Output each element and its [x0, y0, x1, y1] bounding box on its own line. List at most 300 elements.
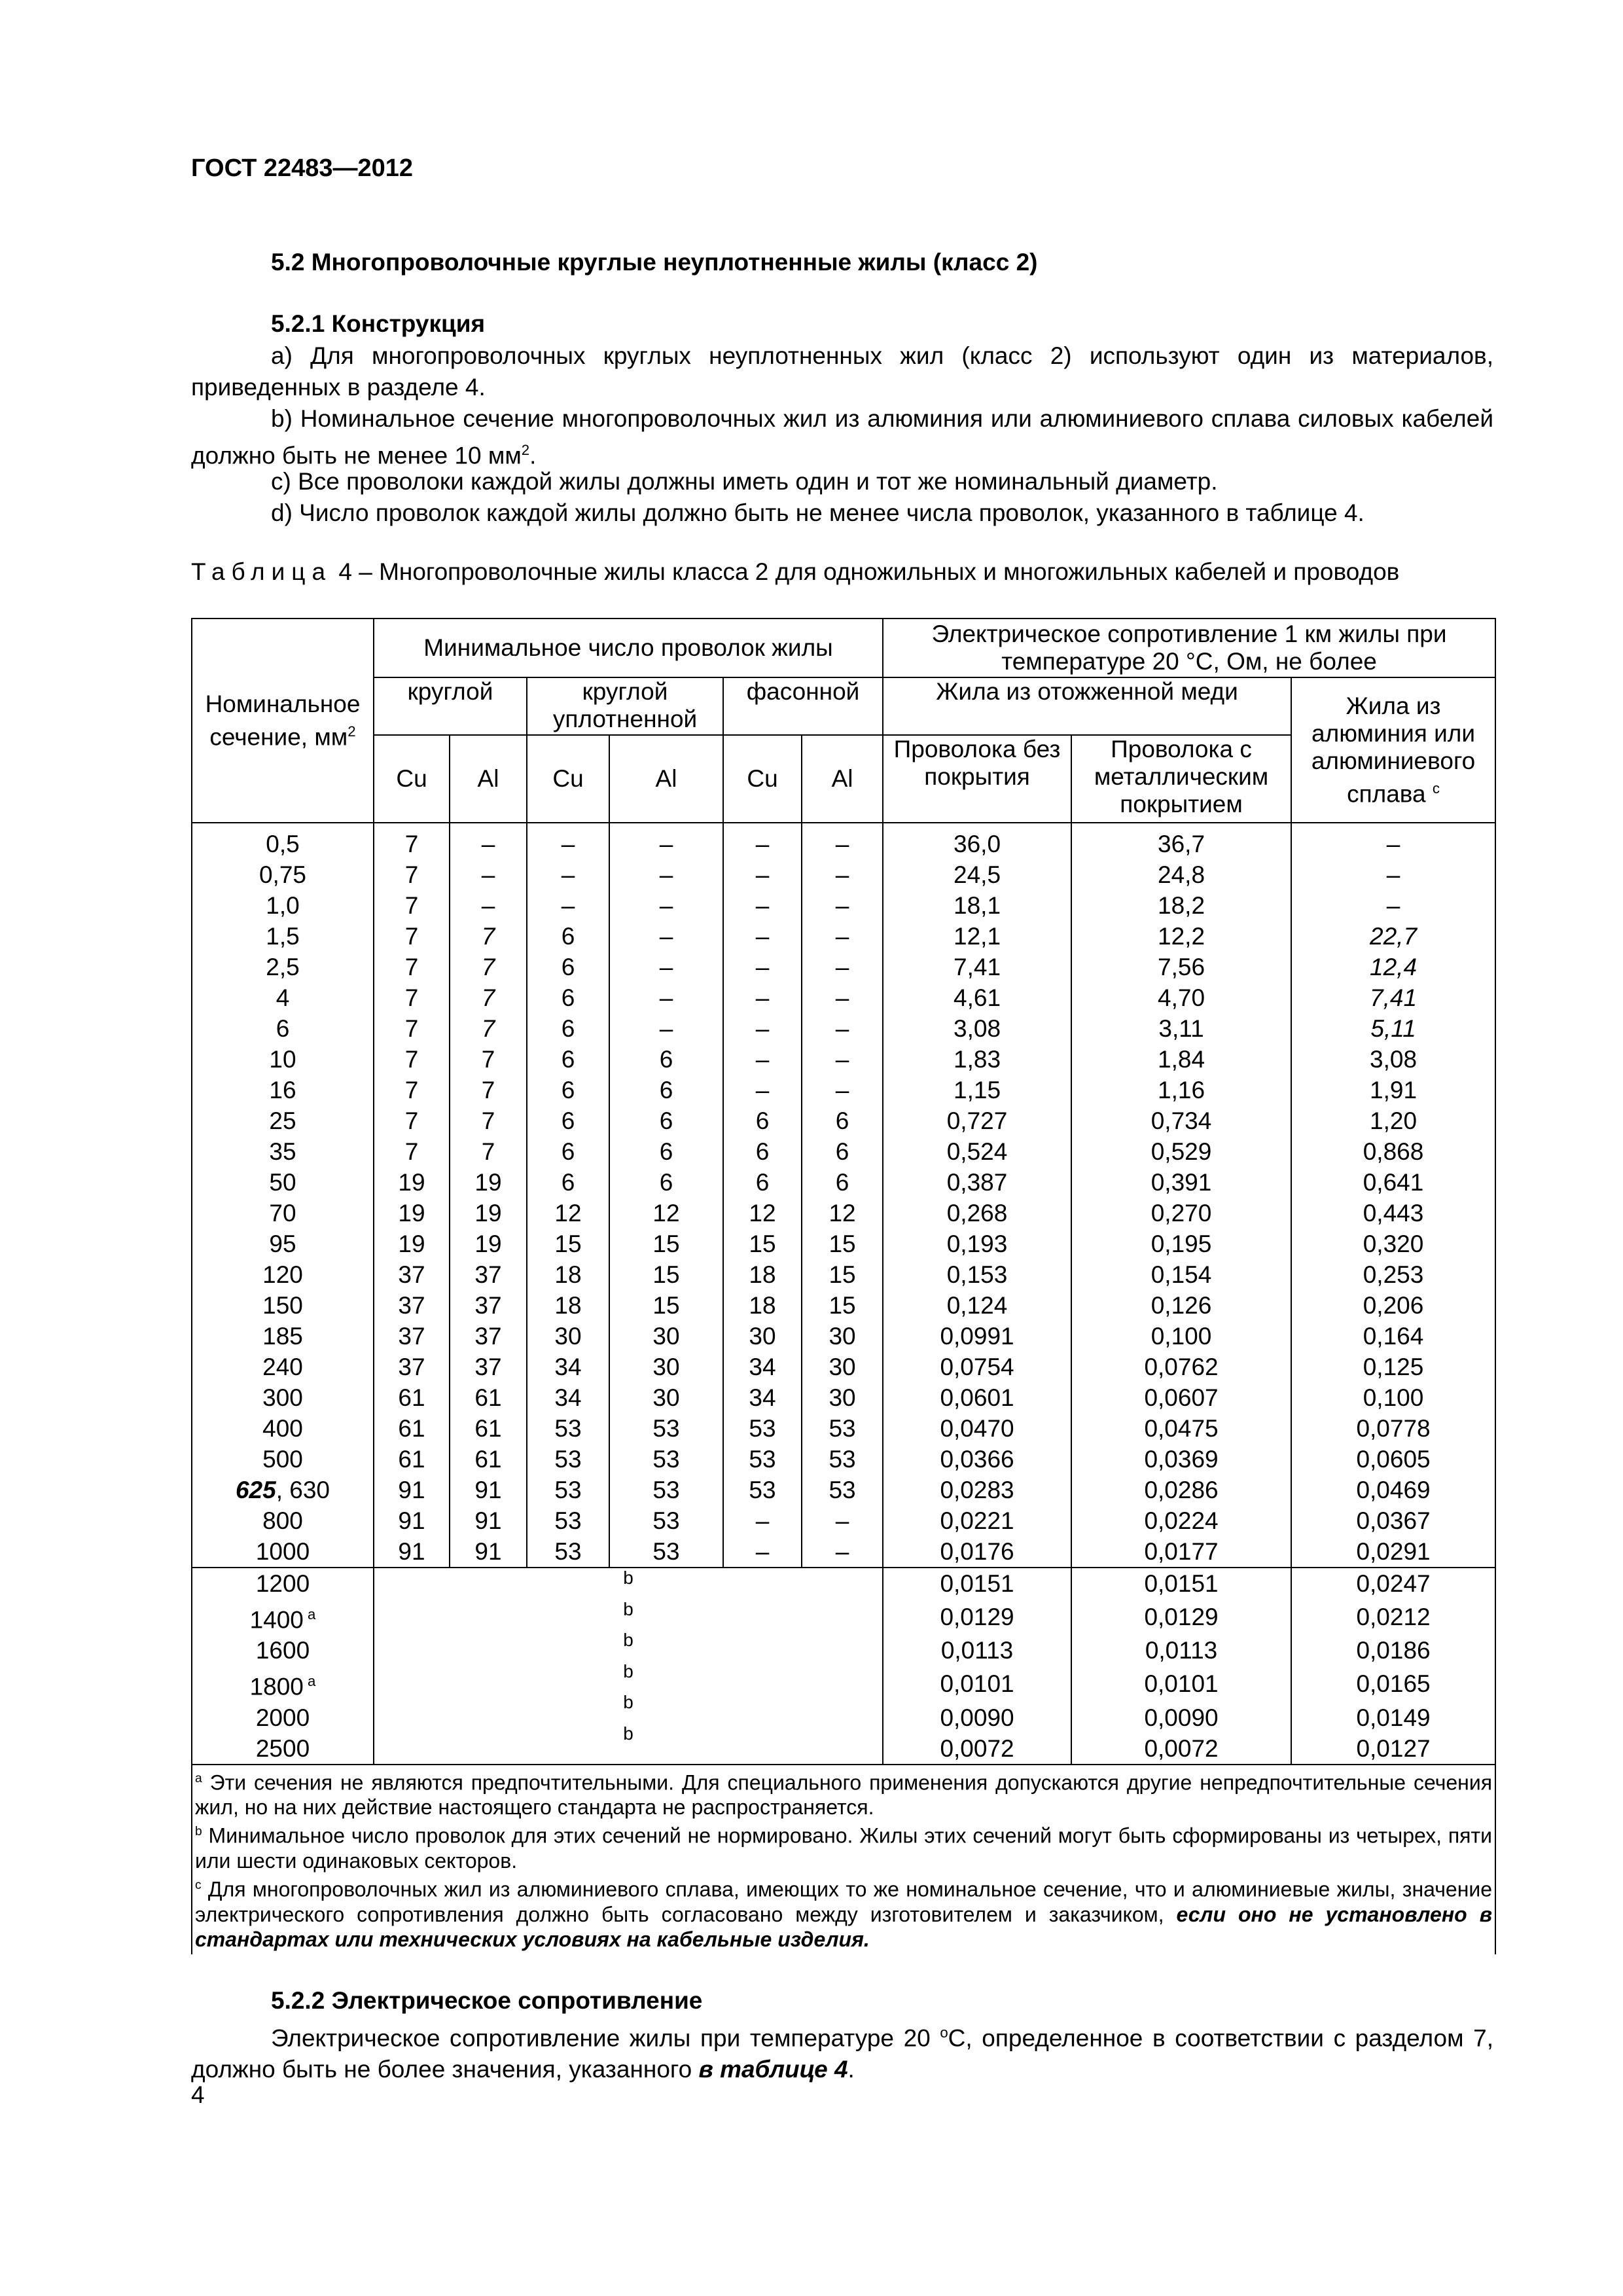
table-row: [192, 890, 1495, 921]
table-cell: 0,75: [192, 859, 374, 890]
table-cell: 37: [450, 1321, 527, 1352]
table-cell: 61: [450, 1444, 527, 1475]
table-body: [192, 823, 1495, 1568]
table-cell: 7,41: [883, 952, 1071, 982]
table-cell: 0,206: [1291, 1290, 1495, 1321]
table-cell: 0,0369: [1071, 1444, 1291, 1475]
table-cell: 61: [374, 1444, 450, 1475]
table-cell: 34: [723, 1352, 802, 1382]
table-cell: 30: [802, 1321, 883, 1352]
table-row: [192, 1475, 1495, 1505]
table-cell: 1000: [192, 1536, 374, 1568]
table-cell: 0,0283: [883, 1475, 1071, 1505]
table-cell: 0,641: [1291, 1167, 1495, 1198]
table-cell: 7: [450, 1136, 527, 1167]
table-cell: 0,0177: [1071, 1536, 1291, 1568]
table-cell: 0,0113: [1071, 1635, 1291, 1666]
table-cell: –: [802, 952, 883, 982]
table-cell: 12: [802, 1198, 883, 1229]
note-b: $^b$ Минимальное число проволок для этих сечений не нормировано. Жилы этих сечений могут быть сформированы из четырех, пяти или шести одинаковых секторов.: [195, 1823, 1493, 1873]
table-cell: –: [802, 890, 883, 921]
table-cell: 1,91: [1291, 1075, 1495, 1105]
table-cell: 15: [609, 1290, 723, 1321]
table-cell: 0,0090: [883, 1702, 1071, 1733]
table-cell: 4,61: [883, 982, 1071, 1013]
table-caption: [191, 558, 1493, 586]
table-cell: 0,153: [883, 1259, 1071, 1290]
table-cell: 53: [527, 1536, 609, 1568]
table-cell: 18: [723, 1290, 802, 1321]
table-cell: 53: [527, 1505, 609, 1536]
footnote-b-mark: b: [623, 1723, 633, 1744]
table-cell: –: [450, 859, 527, 890]
table-cell: 16: [192, 1075, 374, 1105]
table-cell: –: [450, 823, 527, 859]
table-cell: 300: [192, 1382, 374, 1413]
table-cell: 53: [609, 1413, 723, 1444]
note-c: $^c$ Для многопроволочных жил из алюминиевого сплава, имеющих то же номинальное сечение, что и алюминиевые жилы, значение электрического сопротивления должно быть согласовано между изготовителем и заказчиком, если оно не установлено в стандартах или технических условиях на кабельные изделия.: [195, 1877, 1493, 1951]
table-cell: 4: [192, 982, 374, 1013]
wires-table: [191, 618, 1496, 1954]
header-coated: Проволока с металлическим покрытием: [1071, 735, 1291, 823]
table-row: [192, 952, 1495, 982]
table-cell: 7: [450, 1044, 527, 1075]
table-row: [192, 982, 1495, 1013]
table-cell: 37: [374, 1352, 450, 1382]
table-cell: 15: [723, 1229, 802, 1259]
table-cell: 1200: [192, 1568, 374, 1599]
table-cell: 0,0469: [1291, 1475, 1495, 1505]
table-cell: –: [723, 921, 802, 952]
table-cell: 0,0129: [883, 1599, 1071, 1635]
table-cell: 53: [723, 1413, 802, 1444]
subsection-title: 5.2.1 Конструкция: [271, 310, 486, 337]
header-al-2: Al: [609, 735, 723, 823]
table-cell: 0,734: [1071, 1105, 1291, 1136]
table-cell: –: [723, 1536, 802, 1568]
table-cell: 3,08: [1291, 1044, 1495, 1075]
table-row: [192, 1290, 1495, 1321]
table-cell: 0,320: [1291, 1229, 1495, 1259]
table-cell: 0,0101: [1071, 1666, 1291, 1702]
table-cell: –: [802, 1013, 883, 1044]
table-cell: 19: [374, 1198, 450, 1229]
table-cell: –: [723, 982, 802, 1013]
table-cell: 0,0778: [1291, 1413, 1495, 1444]
note-a: $^a$ Эти сечения не являются предпочтительными. Для специального применения допускаются другие непредпочтительные сечения жил, но на них действие настоящего стандарта не распространяется.: [195, 1770, 1493, 1820]
table-cell: 18: [527, 1259, 609, 1290]
header-al-3: Al: [802, 735, 883, 823]
table-cell: 0,0366: [883, 1444, 1071, 1475]
table-cell: 1800 $^a$: [192, 1666, 374, 1702]
table-cell: 36,0: [883, 823, 1071, 859]
caption-word: Таблица: [191, 558, 332, 585]
table-cell: 7,56: [1071, 952, 1291, 982]
header-round-compacted: круглой уплотненной: [527, 677, 723, 735]
table-cell: 240: [192, 1352, 374, 1382]
table-cell: 0,100: [1291, 1382, 1495, 1413]
table-cell: 0,391: [1071, 1167, 1291, 1198]
table-cell: 7: [374, 1105, 450, 1136]
table-cell: 0,195: [1071, 1229, 1291, 1259]
table-body-large: [192, 1568, 1495, 1765]
subsection-2-title: 5.2.2 Электрическое сопротивление: [271, 1987, 703, 2014]
table-cell: 150: [192, 1290, 374, 1321]
table-cell: 0,529: [1071, 1136, 1291, 1167]
table-cell: –: [609, 1013, 723, 1044]
caption-text: 4 – Многопроволочные жилы класса 2 для одножильных и многожильных кабелей и проводов: [332, 558, 1400, 585]
table-cell: 18: [527, 1290, 609, 1321]
table-cell: 1,0: [192, 890, 374, 921]
table-cell: –: [802, 1044, 883, 1075]
table-cell: 53: [723, 1475, 802, 1505]
table-cell: –: [527, 890, 609, 921]
table-cell: 0,0186: [1291, 1635, 1495, 1666]
table-cell: –: [723, 952, 802, 982]
header-nominal: Номинальное сечение, $мм^2$: [192, 619, 374, 823]
table-cell: 35: [192, 1136, 374, 1167]
table-cell: –: [527, 859, 609, 890]
table-cell: 30: [609, 1321, 723, 1352]
footnote-b-mark: b: [623, 1598, 633, 1619]
table-cell: 0,253: [1291, 1259, 1495, 1290]
table-cell: 30: [609, 1352, 723, 1382]
table-cell: 15: [802, 1229, 883, 1259]
paragraph-b: [191, 403, 1493, 471]
table-cell: 7: [374, 1136, 450, 1167]
table-cell: 12,4: [1291, 952, 1495, 982]
table-cell: 1,84: [1071, 1044, 1291, 1075]
table-cell: 19: [450, 1229, 527, 1259]
table-row: [192, 1352, 1495, 1382]
header-min-wires: Минимальное число проволок жилы: [374, 619, 883, 677]
table-cell: 37: [450, 1352, 527, 1382]
table-cell: 0,0762: [1071, 1352, 1291, 1382]
table-cell: 0,0072: [1071, 1733, 1291, 1765]
table-cell: –: [609, 823, 723, 859]
table-cell: –: [1291, 823, 1495, 859]
table-cell: 6: [609, 1167, 723, 1198]
header-shaped: фасонной: [723, 677, 883, 735]
table-cell: 0,126: [1071, 1290, 1291, 1321]
table-cell: 37: [374, 1321, 450, 1352]
table-cell: –: [802, 921, 883, 952]
table-cell: –: [723, 1013, 802, 1044]
table-cell: –: [1291, 859, 1495, 890]
table-cell: 15: [527, 1229, 609, 1259]
table-cell: 91: [450, 1475, 527, 1505]
table-cell: 0,0470: [883, 1413, 1071, 1444]
table-cell: 91: [450, 1505, 527, 1536]
table-cell: 7: [450, 1075, 527, 1105]
table-cell: –: [609, 859, 723, 890]
table-cell: 0,443: [1291, 1198, 1495, 1229]
table-cell: 37: [450, 1259, 527, 1290]
table-cell: 0,0176: [883, 1536, 1071, 1568]
header-aluminium: Жила из алюминия или алюминиевого сплава $^c$: [1291, 677, 1495, 823]
table-cell: 0,0286: [1071, 1475, 1291, 1505]
table-cell: 34: [527, 1382, 609, 1413]
table-cell: 0,524: [883, 1136, 1071, 1167]
table-cell: 37: [374, 1290, 450, 1321]
table-cell: 0,0607: [1071, 1382, 1291, 1413]
table-cell: 6: [192, 1013, 374, 1044]
table-cell: –: [527, 823, 609, 859]
table-row: [192, 1259, 1495, 1290]
table-cell: 2,5: [192, 952, 374, 982]
paragraph-b-end: .: [529, 442, 537, 469]
table-cell: 800: [192, 1505, 374, 1536]
table-cell: 7,41: [1291, 982, 1495, 1013]
table-cell: 12,1: [883, 921, 1071, 952]
table-cell: –: [802, 1536, 883, 1568]
table-cell: 0,100: [1071, 1321, 1291, 1352]
table-cell: 19: [374, 1229, 450, 1259]
table-cell: 0,0127: [1291, 1733, 1495, 1765]
table-cell: 6: [723, 1167, 802, 1198]
table-cell: –: [802, 1075, 883, 1105]
header-cu-1: Cu: [374, 735, 450, 823]
table-cell: 7: [374, 952, 450, 982]
table-cell: 6: [609, 1136, 723, 1167]
table-cell: 18: [723, 1259, 802, 1290]
table-cell: 6: [527, 1105, 609, 1136]
table-cell: 50: [192, 1167, 374, 1198]
table-cell: –: [802, 859, 883, 890]
table-row: [192, 1167, 1495, 1198]
table-row: [192, 859, 1495, 890]
table-cell: 6: [802, 1105, 883, 1136]
table-cell: 2500: [192, 1733, 374, 1765]
table-cell: 3,11: [1071, 1013, 1291, 1044]
table-cell: 7: [374, 890, 450, 921]
table-cell: 53: [723, 1444, 802, 1475]
table-cell: 10: [192, 1044, 374, 1075]
table-cell: 15: [802, 1290, 883, 1321]
table-cell: –: [723, 823, 802, 859]
table-cell: 25: [192, 1105, 374, 1136]
table-cell: 0,0991: [883, 1321, 1071, 1352]
table-cell: 18,2: [1071, 890, 1291, 921]
table-cell: 1600: [192, 1635, 374, 1666]
table-row: [192, 1105, 1495, 1136]
table-cell: 6: [802, 1136, 883, 1167]
table-row: [192, 1536, 1495, 1568]
table-cell: 91: [450, 1536, 527, 1568]
table-cell: 625, 630: [192, 1475, 374, 1505]
table-cell: 36,7: [1071, 823, 1291, 859]
table-cell: 0,125: [1291, 1352, 1495, 1382]
table-cell: 61: [374, 1382, 450, 1413]
table-cell: 53: [802, 1475, 883, 1505]
table-cell: 53: [609, 1475, 723, 1505]
table-cell: 19: [374, 1167, 450, 1198]
table-row: [192, 1413, 1495, 1444]
table-cell: 15: [609, 1259, 723, 1290]
table-row: [192, 921, 1495, 952]
paragraph-b-text: b) Номинальное сечение многопроволочных жил из алюминия или алюминиевого сплава силовых кабелей должно быть не менее 10 мм: [191, 405, 1493, 469]
table-row: [192, 1321, 1495, 1352]
table-cell: 0,0129: [1071, 1599, 1291, 1635]
table-cell: 30: [609, 1382, 723, 1413]
table-cell: –: [802, 982, 883, 1013]
table-cell: 30: [802, 1382, 883, 1413]
table-cell: 400: [192, 1413, 374, 1444]
table-cell: –: [450, 890, 527, 921]
table-cell: 53: [802, 1413, 883, 1444]
table-cell: 7: [374, 823, 450, 859]
table-cell: 53: [609, 1536, 723, 1568]
table-cell: 7: [374, 982, 450, 1013]
table-cell: 91: [374, 1475, 450, 1505]
table-cell: 12: [609, 1198, 723, 1229]
section-title: 5.2 Многопроволочные круглые неуплотненные жилы (класс 2): [271, 249, 1038, 276]
table-cell: 0,0149: [1291, 1702, 1495, 1733]
table-cell: –: [1291, 890, 1495, 921]
table-cell: 7: [450, 1105, 527, 1136]
table-cell: 6: [527, 982, 609, 1013]
table-cell: 7: [374, 1075, 450, 1105]
table-cell: –: [609, 890, 723, 921]
table-cell: 70: [192, 1198, 374, 1229]
paragraph-c: c) Все проволоки каждой жилы должны иметь один и тот же номинальный диаметр.: [271, 468, 1218, 495]
paragraph-resistance: Электрическое сопротивление жилы при температуре 20 $^о$С, определенное в соответствии с разделом 7, должно быть не более значения, указанного в таблице 4.: [191, 2024, 1493, 2083]
table-cell: 30: [527, 1321, 609, 1352]
table-cell: 5,11: [1291, 1013, 1495, 1044]
paragraph-d: d) Число проволок каждой жилы должно быть не менее числа проволок, указанного в таблице 4.: [271, 499, 1364, 526]
table-cell: 53: [609, 1505, 723, 1536]
table-cell: 24,8: [1071, 859, 1291, 890]
header-annealed-copper: Жила из отожженной меди: [883, 677, 1291, 735]
table-cell: 7: [374, 921, 450, 952]
table-cell: 0,0113: [883, 1635, 1071, 1666]
table-cell: 0,0151: [883, 1568, 1071, 1599]
table-cell: 0,0072: [883, 1733, 1071, 1765]
table-cell: 0,0224: [1071, 1505, 1291, 1536]
header-resistance: Электрическое сопротивление 1 км жилы при температуре 20 °С, Ом, не более: [883, 619, 1495, 677]
paragraph-a: a) Для многопроволочных круглых неуплотненных жил (класс 2) используют один из материалов, приведенных в разделе 4.: [191, 342, 1493, 401]
table-cell: 500: [192, 1444, 374, 1475]
table-cell: 37: [450, 1290, 527, 1321]
table-cell: 0,0601: [883, 1382, 1071, 1413]
document-code: ГОСТ 22483—2012: [191, 154, 414, 182]
table-cell: 19: [450, 1167, 527, 1198]
table-cell: 19: [450, 1198, 527, 1229]
table-cell: 0,193: [883, 1229, 1071, 1259]
table-cell: –: [802, 1505, 883, 1536]
table-cell: 7: [374, 859, 450, 890]
table-row: [192, 1444, 1495, 1475]
table-cell: 53: [527, 1444, 609, 1475]
table-cell: 15: [609, 1229, 723, 1259]
table-cell: 1,16: [1071, 1075, 1291, 1105]
table-cell: 6: [527, 921, 609, 952]
table-cell: 30: [723, 1321, 802, 1352]
table-cell: 0,868: [1291, 1136, 1495, 1167]
table-cell: 12: [723, 1198, 802, 1229]
table-cell: 0,0475: [1071, 1413, 1291, 1444]
header-al-1: Al: [450, 735, 527, 823]
table-cell: 0,0101: [883, 1666, 1071, 1702]
table-cell: 6: [527, 1013, 609, 1044]
table-row: [192, 1136, 1495, 1167]
table-cell: 53: [527, 1475, 609, 1505]
table-cell: 0,0212: [1291, 1599, 1495, 1635]
table-cell: 24,5: [883, 859, 1071, 890]
header-bare: Проволока без покрытия: [883, 735, 1071, 823]
table-cell: 0,270: [1071, 1198, 1291, 1229]
table-cell: 0,0247: [1291, 1568, 1495, 1599]
header-round: круглой: [374, 677, 527, 735]
table-cell: –: [802, 823, 883, 859]
table-cell: 53: [802, 1444, 883, 1475]
table-cell: –: [723, 1505, 802, 1536]
table-cell: 95: [192, 1229, 374, 1259]
table-cell: 7: [450, 921, 527, 952]
table-cell: 6: [527, 1075, 609, 1105]
footnote-b-mark: b: [623, 1692, 633, 1712]
table-cell: 0,727: [883, 1105, 1071, 1136]
table-row: [192, 1044, 1495, 1075]
table-cell: 0,0754: [883, 1352, 1071, 1382]
table-cell: 1,20: [1291, 1105, 1495, 1136]
table-cell: 6: [609, 1044, 723, 1075]
table-cell: –: [609, 952, 723, 982]
table-cell: –: [609, 921, 723, 952]
table-cell: 0,0090: [1071, 1702, 1291, 1733]
table-cell: 7: [450, 982, 527, 1013]
table-cell: –: [723, 1075, 802, 1105]
table-cell: 6: [527, 1044, 609, 1075]
paragraph-b-sup: 2: [521, 442, 530, 458]
table-cell: 1,15: [883, 1075, 1071, 1105]
table-cell: 0,268: [883, 1198, 1071, 1229]
table-cell: 7: [374, 1044, 450, 1075]
table-cell: 4,70: [1071, 982, 1291, 1013]
table-cell: 0,387: [883, 1167, 1071, 1198]
table-cell: 6: [527, 952, 609, 982]
table-cell: 0,154: [1071, 1259, 1291, 1290]
table-cell: 53: [609, 1444, 723, 1475]
table-cell: 0,0291: [1291, 1536, 1495, 1568]
table-cell: 0,124: [883, 1290, 1071, 1321]
table-cell: 6: [609, 1105, 723, 1136]
table-row: [192, 1382, 1495, 1413]
table-row: [192, 1568, 1495, 1599]
page-number: 4: [191, 2081, 205, 2108]
table-cell: 0,0165: [1291, 1666, 1495, 1702]
table-cell: 6: [527, 1136, 609, 1167]
table-cell: 18,1: [883, 890, 1071, 921]
table-cell: 0,5: [192, 823, 374, 859]
table-row: [192, 823, 1495, 859]
table-row: [192, 1198, 1495, 1229]
table-cell: 0,0367: [1291, 1505, 1495, 1536]
table-cell: 1,83: [883, 1044, 1071, 1075]
table-cell: 7: [374, 1013, 450, 1044]
table-cell: 34: [527, 1352, 609, 1382]
table-cell: 7: [450, 952, 527, 982]
table-cell: 7: [450, 1013, 527, 1044]
table-cell: 3,08: [883, 1013, 1071, 1044]
table-cell: –: [609, 982, 723, 1013]
table-cell: 61: [450, 1382, 527, 1413]
table-cell: 1400 $^a$: [192, 1599, 374, 1635]
table-cell: 12: [527, 1198, 609, 1229]
table-row: [192, 1229, 1495, 1259]
table-cell: 61: [374, 1413, 450, 1444]
footnote-b-mark: b: [623, 1660, 633, 1681]
